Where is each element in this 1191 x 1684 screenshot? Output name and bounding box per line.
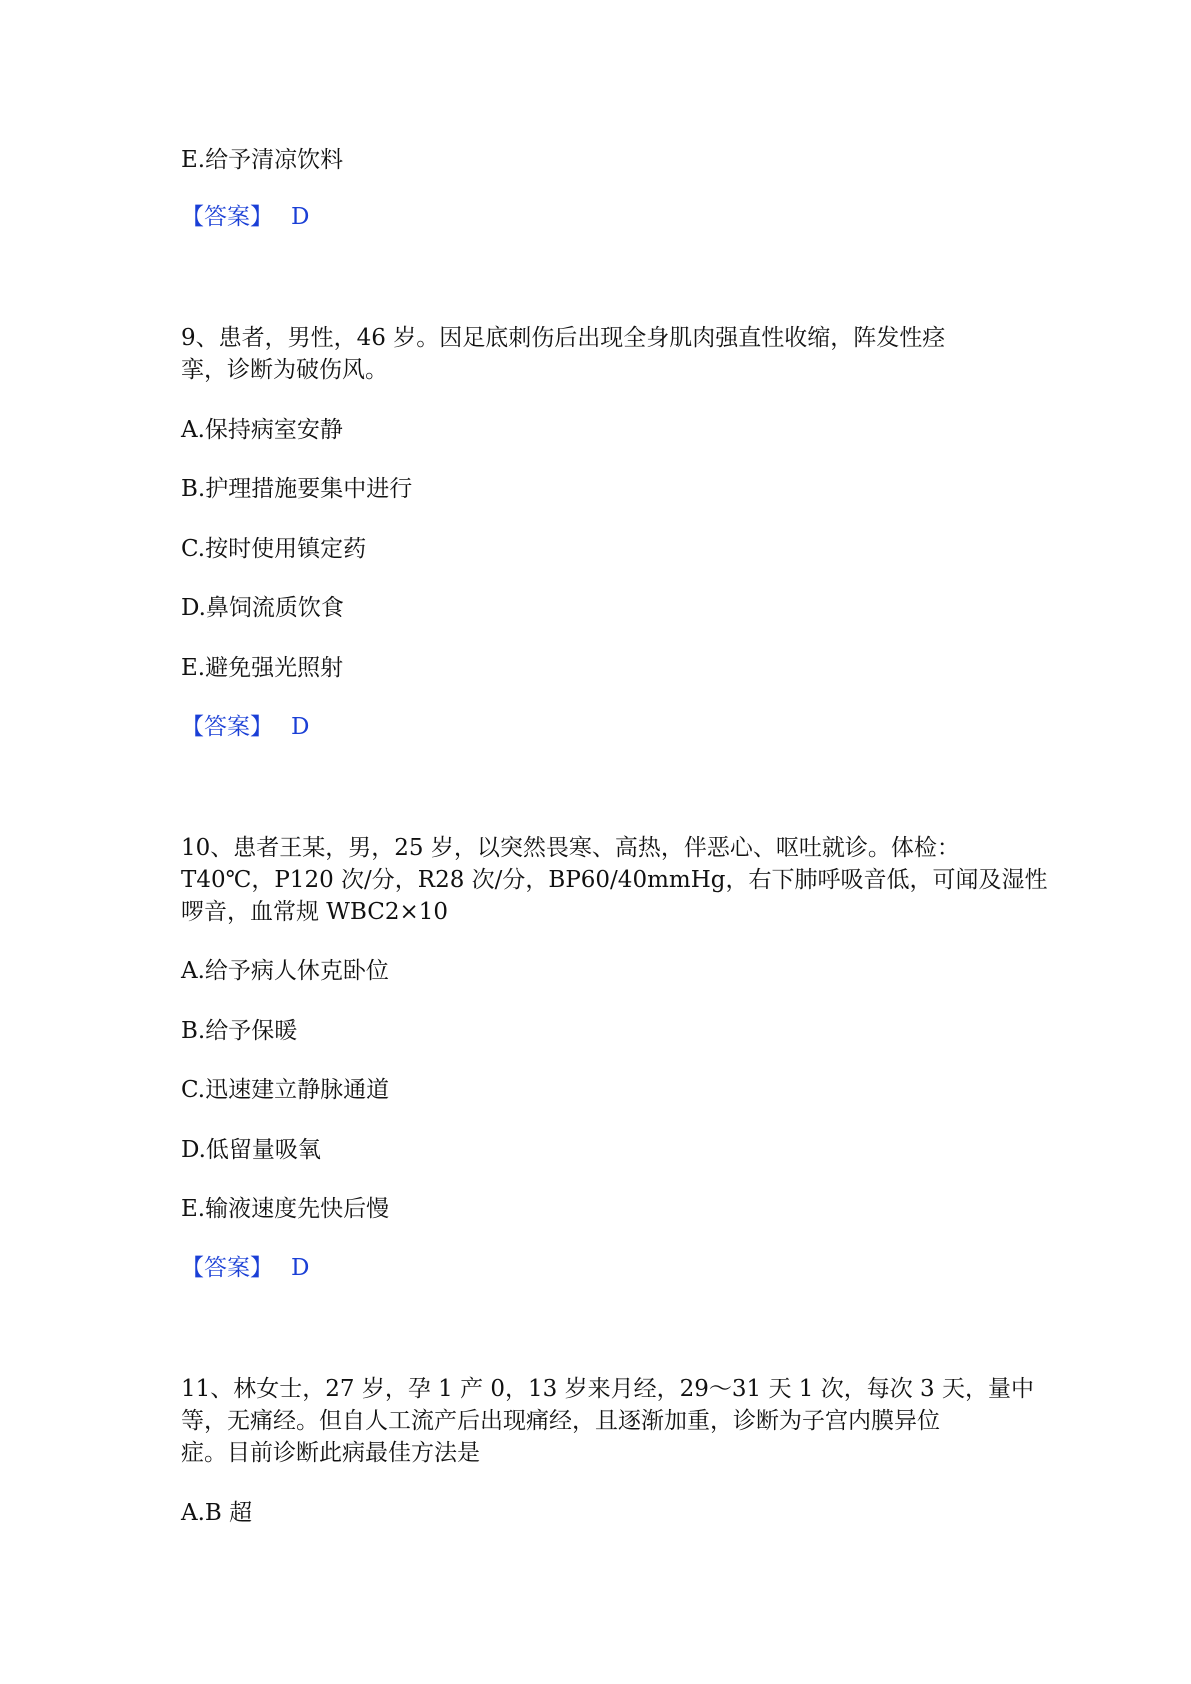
q10-option-a: A.给予病人休克卧位 — [181, 958, 389, 984]
q10-option-e: E.输液速度先快后慢 — [181, 1196, 390, 1222]
q9-option-d: D.鼻饲流质饮食 — [181, 595, 344, 621]
answer-label: 【答案】 — [181, 1255, 273, 1281]
q10-answer — [181, 1252, 309, 1284]
answer-label: 【答案】 — [181, 204, 273, 230]
q9-option-b: B.护理措施要集中进行 — [181, 476, 413, 502]
q10-option-b: B.给予保暖 — [181, 1018, 298, 1044]
q11-stem-line-1: 11、林女士，27 岁，孕 1 产 0，13 岁来月经，29～31 天 1 次，每次 3 天，量中 — [181, 1376, 1034, 1402]
q9-option-e: E.避免强光照射 — [181, 655, 344, 681]
q10-stem-line-1: 10、患者王某，男，25 岁，以突然畏寒、高热，伴恶心、呕吐就诊。体检： — [181, 835, 960, 861]
q10-stem-line-3: 啰音，血常规 WBC2×10 — [181, 899, 449, 925]
answer-value: D — [291, 714, 310, 740]
q11-option-a: A.B 超 — [181, 1500, 253, 1526]
q8-option-e: E.给予清凉饮料 — [181, 147, 344, 173]
q10-stem-line-2: T40℃，P120 次/分，R28 次/分，BP60/40mmHg，右下肺呼吸音低，可闻及湿性 — [181, 867, 1048, 893]
q11-stem-line-2: 等，无痛经。但自人工流产后出现痛经，且逐渐加重，诊断为子宫内膜异位 — [181, 1408, 940, 1434]
q11-stem-line-3: 症。目前诊断此病最佳方法是 — [181, 1440, 480, 1466]
q9-answer — [181, 711, 309, 743]
q10-option-c: C.迅速建立静脉通道 — [181, 1077, 390, 1103]
q9-option-a: A.保持病室安静 — [181, 417, 343, 443]
q9-stem-line-1: 9、患者，男性，46 岁。因足底刺伤后出现全身肌肉强直性收缩，阵发性痉 — [181, 325, 946, 351]
q10-option-d: D.低留量吸氧 — [181, 1137, 321, 1163]
answer-value: D — [291, 1255, 310, 1281]
q9-stem-line-2: 挛，诊断为破伤风。 — [181, 357, 388, 383]
q8-answer — [181, 201, 309, 233]
answer-value: D — [291, 204, 310, 230]
answer-label: 【答案】 — [181, 714, 273, 740]
q9-option-c: C.按时使用镇定药 — [181, 536, 367, 562]
